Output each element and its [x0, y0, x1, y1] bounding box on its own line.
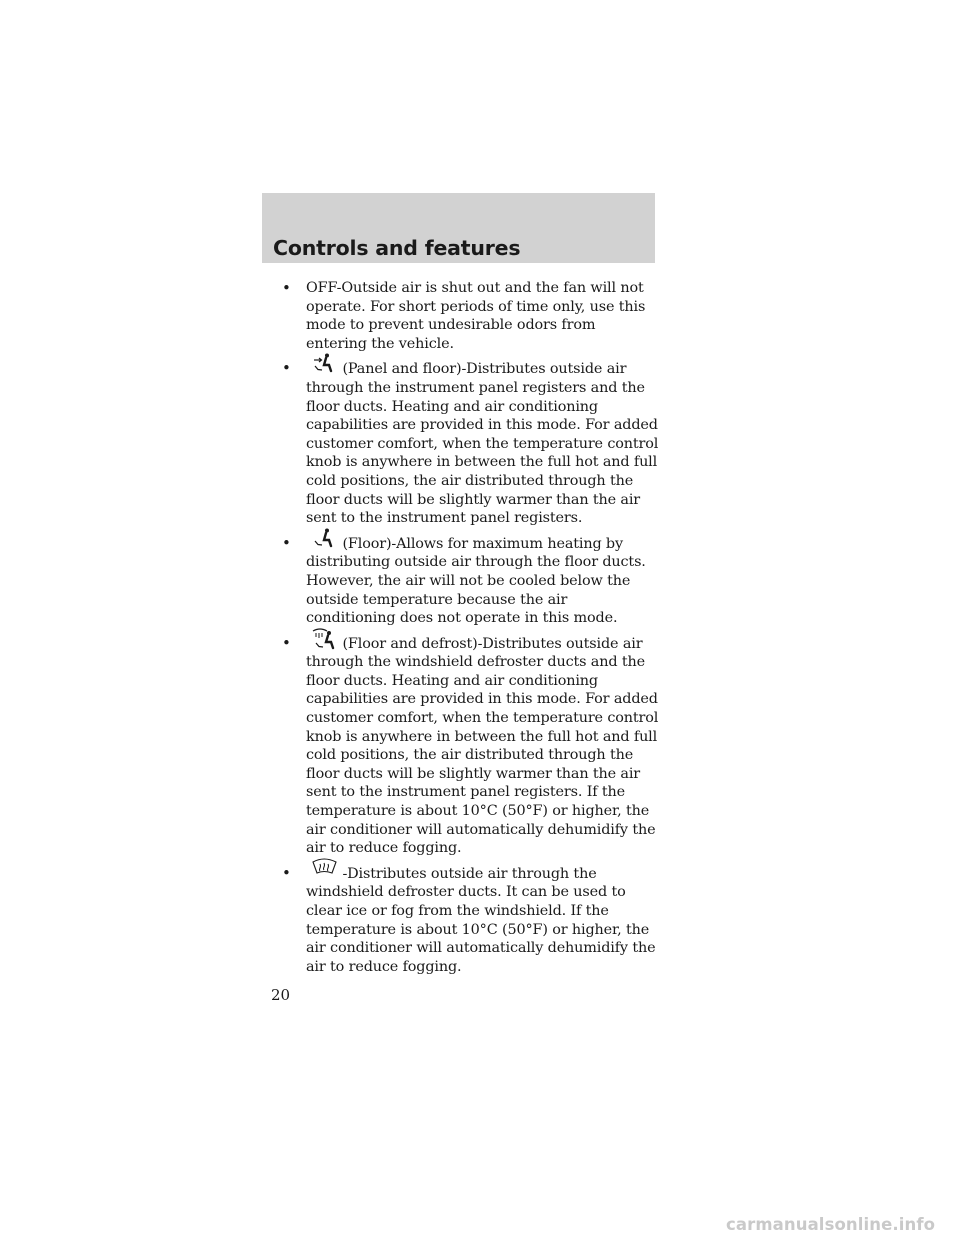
list-item-floor [282, 534, 660, 628]
item-text: OFF-Outside air is shut out and the fan will not operate. For short periods of time only, use this mode to prevent undesirable odors from entering the vehicle. [306, 280, 646, 352]
list-item-off [282, 279, 660, 353]
item-text: -Distributes outside air through the windshield defroster ducts. It can be used to clear ice or fog from the windshield. If the temperature is about 10°C (50°F) or higher, the air conditioner will automatically dehumidify the air to reduce fogging. [306, 865, 656, 975]
section-title: Controls and features [273, 236, 521, 260]
floor-icon [306, 534, 338, 550]
item-text: (Floor)-Allows for maximum heating by distributing outside air through the floor ducts. However, the air will not be cooled below the outside temperature because the air conditioning does not operate in this mode. [306, 535, 646, 627]
bullet: • [282, 533, 291, 552]
item-text: (Panel and floor)-Distributes outside air through the instrument panel registers and the floor ducts. Heating and air conditioning capabilities are provided in this mode. For added customer comfort, when the temperature control knob is anywhere in between the full hot and full cold positions, the air distributed through the floor ducts will be slightly warmer than the air sent to the instrument panel registers. [306, 361, 659, 527]
list-item-floor-and-defrost [282, 634, 660, 858]
page-content [282, 279, 660, 982]
bullet: • [282, 279, 291, 297]
item-text: (Floor and defrost)-Distributes outside air through the windshield defroster ducts and the floor ducts. Heating and air conditioning capabilities are provided in this mode. For added customer comfort, when the temperature control knob is anywhere in between the full hot and full cold positions, the air distributed through the floor ducts will be slightly warmer than the air sent to the instrument panel registers. If the temperature is about 10°C (50°F) or higher, the air conditioner will automatically dehumidify the air to reduce fogging. [306, 635, 659, 857]
defrost-icon [306, 864, 338, 880]
floor-and-defrost-icon [306, 634, 338, 650]
bullet: • [282, 633, 291, 652]
watermark: carmanualsonline.info [726, 1215, 936, 1234]
page-number: 20 [271, 986, 291, 1004]
list-item-defrost [282, 864, 660, 977]
bullet: • [282, 359, 291, 378]
panel-and-floor-icon [306, 359, 338, 375]
list-item-panel-and-floor [282, 359, 660, 527]
bullet: • [282, 863, 291, 882]
